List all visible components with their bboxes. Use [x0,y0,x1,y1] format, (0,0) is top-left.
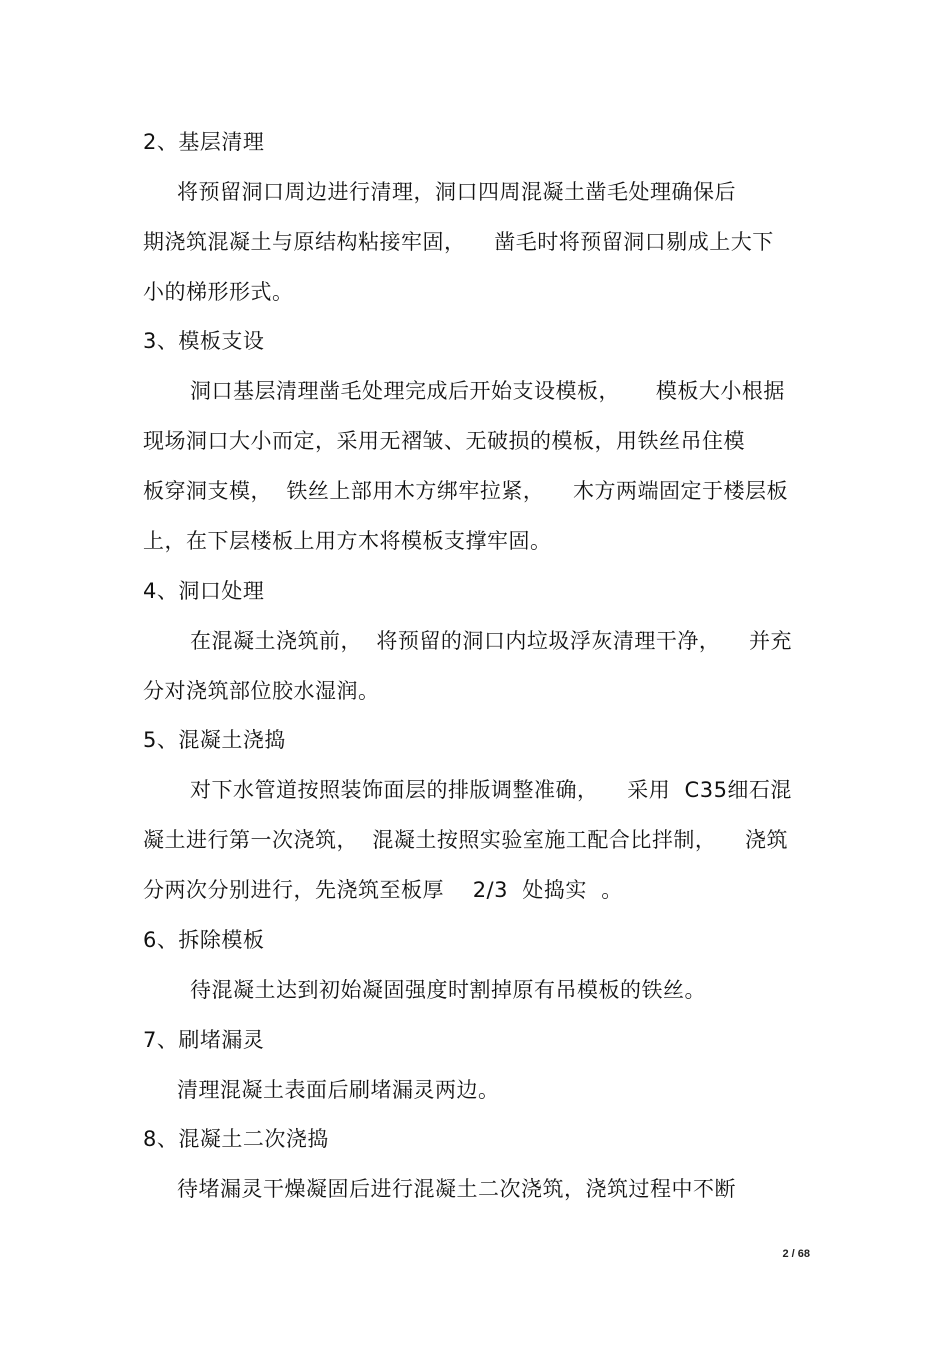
paragraph-line: 凝土进行第一次浇筑， 混凝土按照实验室施工配合比拌制， 浇筑 [143,828,789,852]
heading-3: 3、模板支设 [143,329,265,353]
paragraph-line: 对下水管道按照装饰面层的排版调整准确， 采用 C35细石混 [190,778,792,802]
paragraph-line: 待堵漏灵干燥凝固后进行混凝土二次浇筑，浇筑过程中不断 [177,1177,736,1201]
heading-5: 5、混凝土浇捣 [143,728,286,752]
paragraph-line: 清理混凝土表面后刷堵漏灵两边。 [177,1078,500,1102]
paragraph-line: 小的梯形形式。 [143,280,294,304]
paragraph-line: 期浇筑混凝土与原结构粘接牢固， 凿毛时将预留洞口剔成上大下 [143,230,774,254]
paragraph-line: 现场洞口大小而定，采用无褶皱、无破损的模板，用铁丝吊住模 [143,429,745,453]
page-number: 2 / 68 [782,1248,810,1260]
heading-8: 8、混凝土二次浇捣 [143,1127,329,1151]
paragraph-line: 洞口基层清理凿毛处理完成后开始支设模板， 模板大小根据 [190,379,785,403]
paragraph-line: 待混凝土达到初始凝固强度时割掉原有吊模板的铁丝。 [190,978,706,1002]
paragraph-line: 分两次分别进行，先浇筑至板厚 2/3 处捣实 。 [143,878,623,902]
heading-6: 6、拆除模板 [143,928,265,952]
paragraph-line: 将预留洞口周边进行清理，洞口四周混凝土凿毛处理确保后 [177,180,736,204]
heading-7: 7、刷堵漏灵 [143,1028,265,1052]
heading-4: 4、洞口处理 [143,579,265,603]
paragraph-line: 板穿洞支模， 铁丝上部用木方绑牢拉紧， 木方两端固定于楼层板 [143,479,789,503]
paragraph-line: 在混凝土浇筑前， 将预留的洞口内垃圾浮灰清理干净， 并充 [190,629,793,653]
paragraph-line: 分对浇筑部位胶水湿润。 [143,679,380,703]
heading-2: 2、基层清理 [143,130,265,154]
paragraph-line: 上，在下层楼板上用方木将模板支撑牢固。 [143,529,552,553]
